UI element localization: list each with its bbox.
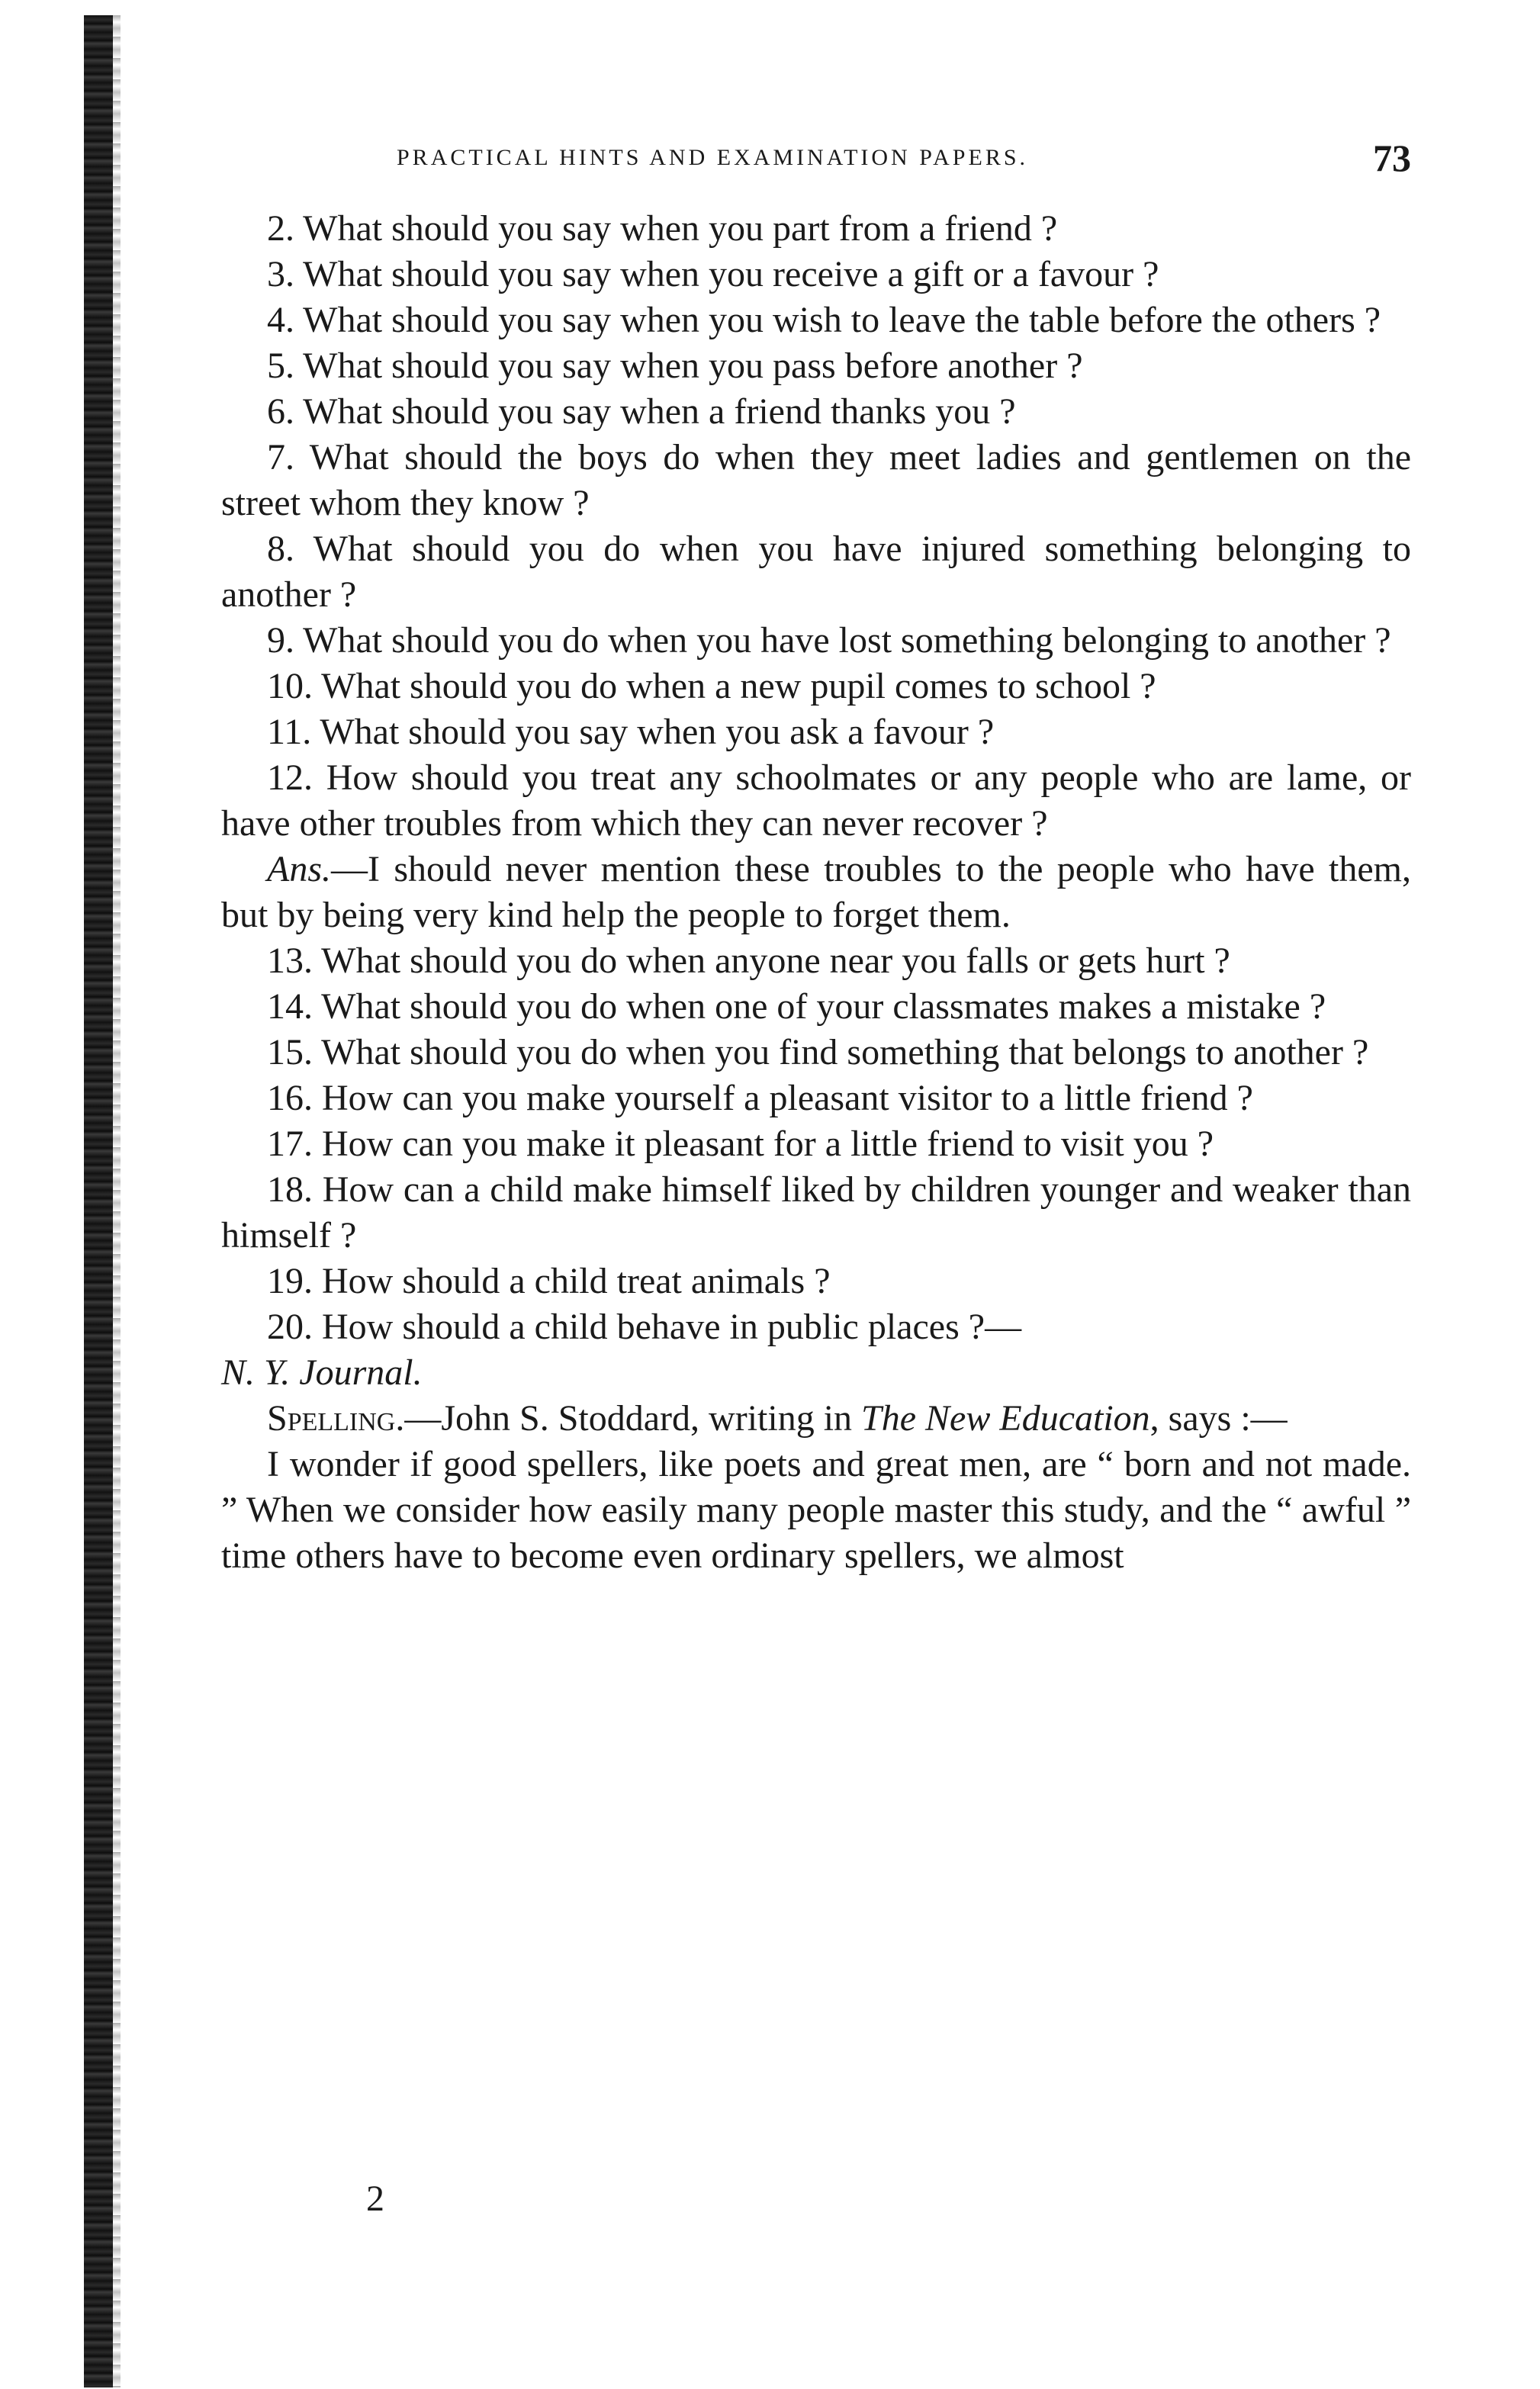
question-6: 6. What should you say when a friend thanks you ? (267, 391, 1016, 432)
spelling-intro (221, 1396, 1411, 1442)
question-17: 17. How can you make it pleasant for a little friend to visit you ? (267, 1124, 1214, 1164)
question-5: 5. What should you say when you pass before another ? (267, 346, 1083, 386)
question-14: 14. What should you do when one of your classmates makes a mistake ? (267, 986, 1326, 1027)
spelling-heading: Spelling. (267, 1398, 405, 1439)
book-page (221, 122, 1411, 1579)
page-number: 73 (1373, 137, 1411, 179)
question-20-text: 20. How should a child behave in public places ?— (267, 1307, 1022, 1347)
signature-mark: 2 (366, 2178, 384, 2219)
question-13: 13. What should you do when anyone near you falls or gets hurt ? (267, 940, 1230, 981)
question-7: 7. What should the boys do when they meet ladies and gentlemen on the street whom they know ? (221, 437, 1411, 523)
question-15: 15. What should you do when you find something that belongs to another ? (267, 1032, 1369, 1072)
question-18: 18. How can a child make himself liked by children younger and weaker than himself ? (221, 1169, 1411, 1256)
answer-label: Ans. (267, 849, 331, 889)
running-title: PRACTICAL HINTS AND EXAMINATION PAPERS. (397, 145, 1029, 170)
question-19: 19. How should a child treat animals ? (267, 1261, 831, 1301)
question-4: 4. What should you say when you wish to leave the table before the others ? (267, 300, 1381, 340)
answer-text: —I should never mention these troubles to the people who have them, but by being very kind help the people to forget them. (221, 849, 1411, 935)
question-3: 3. What should you say when you receive a gift or a favour ? (267, 254, 1159, 294)
question-9: 9. What should you do when you have lost something belonging to another ? (267, 620, 1391, 661)
publication-title: The New Education (861, 1398, 1150, 1439)
question-10: 10. What should you do when a new pupil comes to school ? (267, 666, 1156, 706)
spelling-paragraph: I wonder if good spellers, like poets and great men, are “ born and not made. ” When we consider how easily many people master this study, and the “ awful ” time others have to become even ordinary spellers, we almost (221, 1444, 1411, 1576)
spelling-says: , says :— (1149, 1398, 1288, 1439)
question-2: 2. What should you say when you part from a friend ? (267, 208, 1058, 249)
question-11: 11. What should you say when you ask a favour ? (267, 712, 995, 752)
spelling-lead: —John S. Stoddard, writing in (404, 1398, 862, 1439)
page-body (221, 206, 1411, 1579)
question-20 (221, 1304, 1411, 1396)
running-head (221, 122, 1411, 206)
question-8: 8. What should you do when you have injured something belonging to another ? (221, 529, 1411, 615)
question-12: 12. How should you treat any schoolmates or any people who are lame, or have other troubles from which they can never recover ? (221, 757, 1411, 844)
binding-edge (84, 15, 113, 2387)
question-16: 16. How can you make yourself a pleasant visitor to a little friend ? (267, 1078, 1253, 1118)
answer-paragraph (221, 847, 1411, 938)
source-citation: N. Y. Journal. (221, 1352, 423, 1393)
